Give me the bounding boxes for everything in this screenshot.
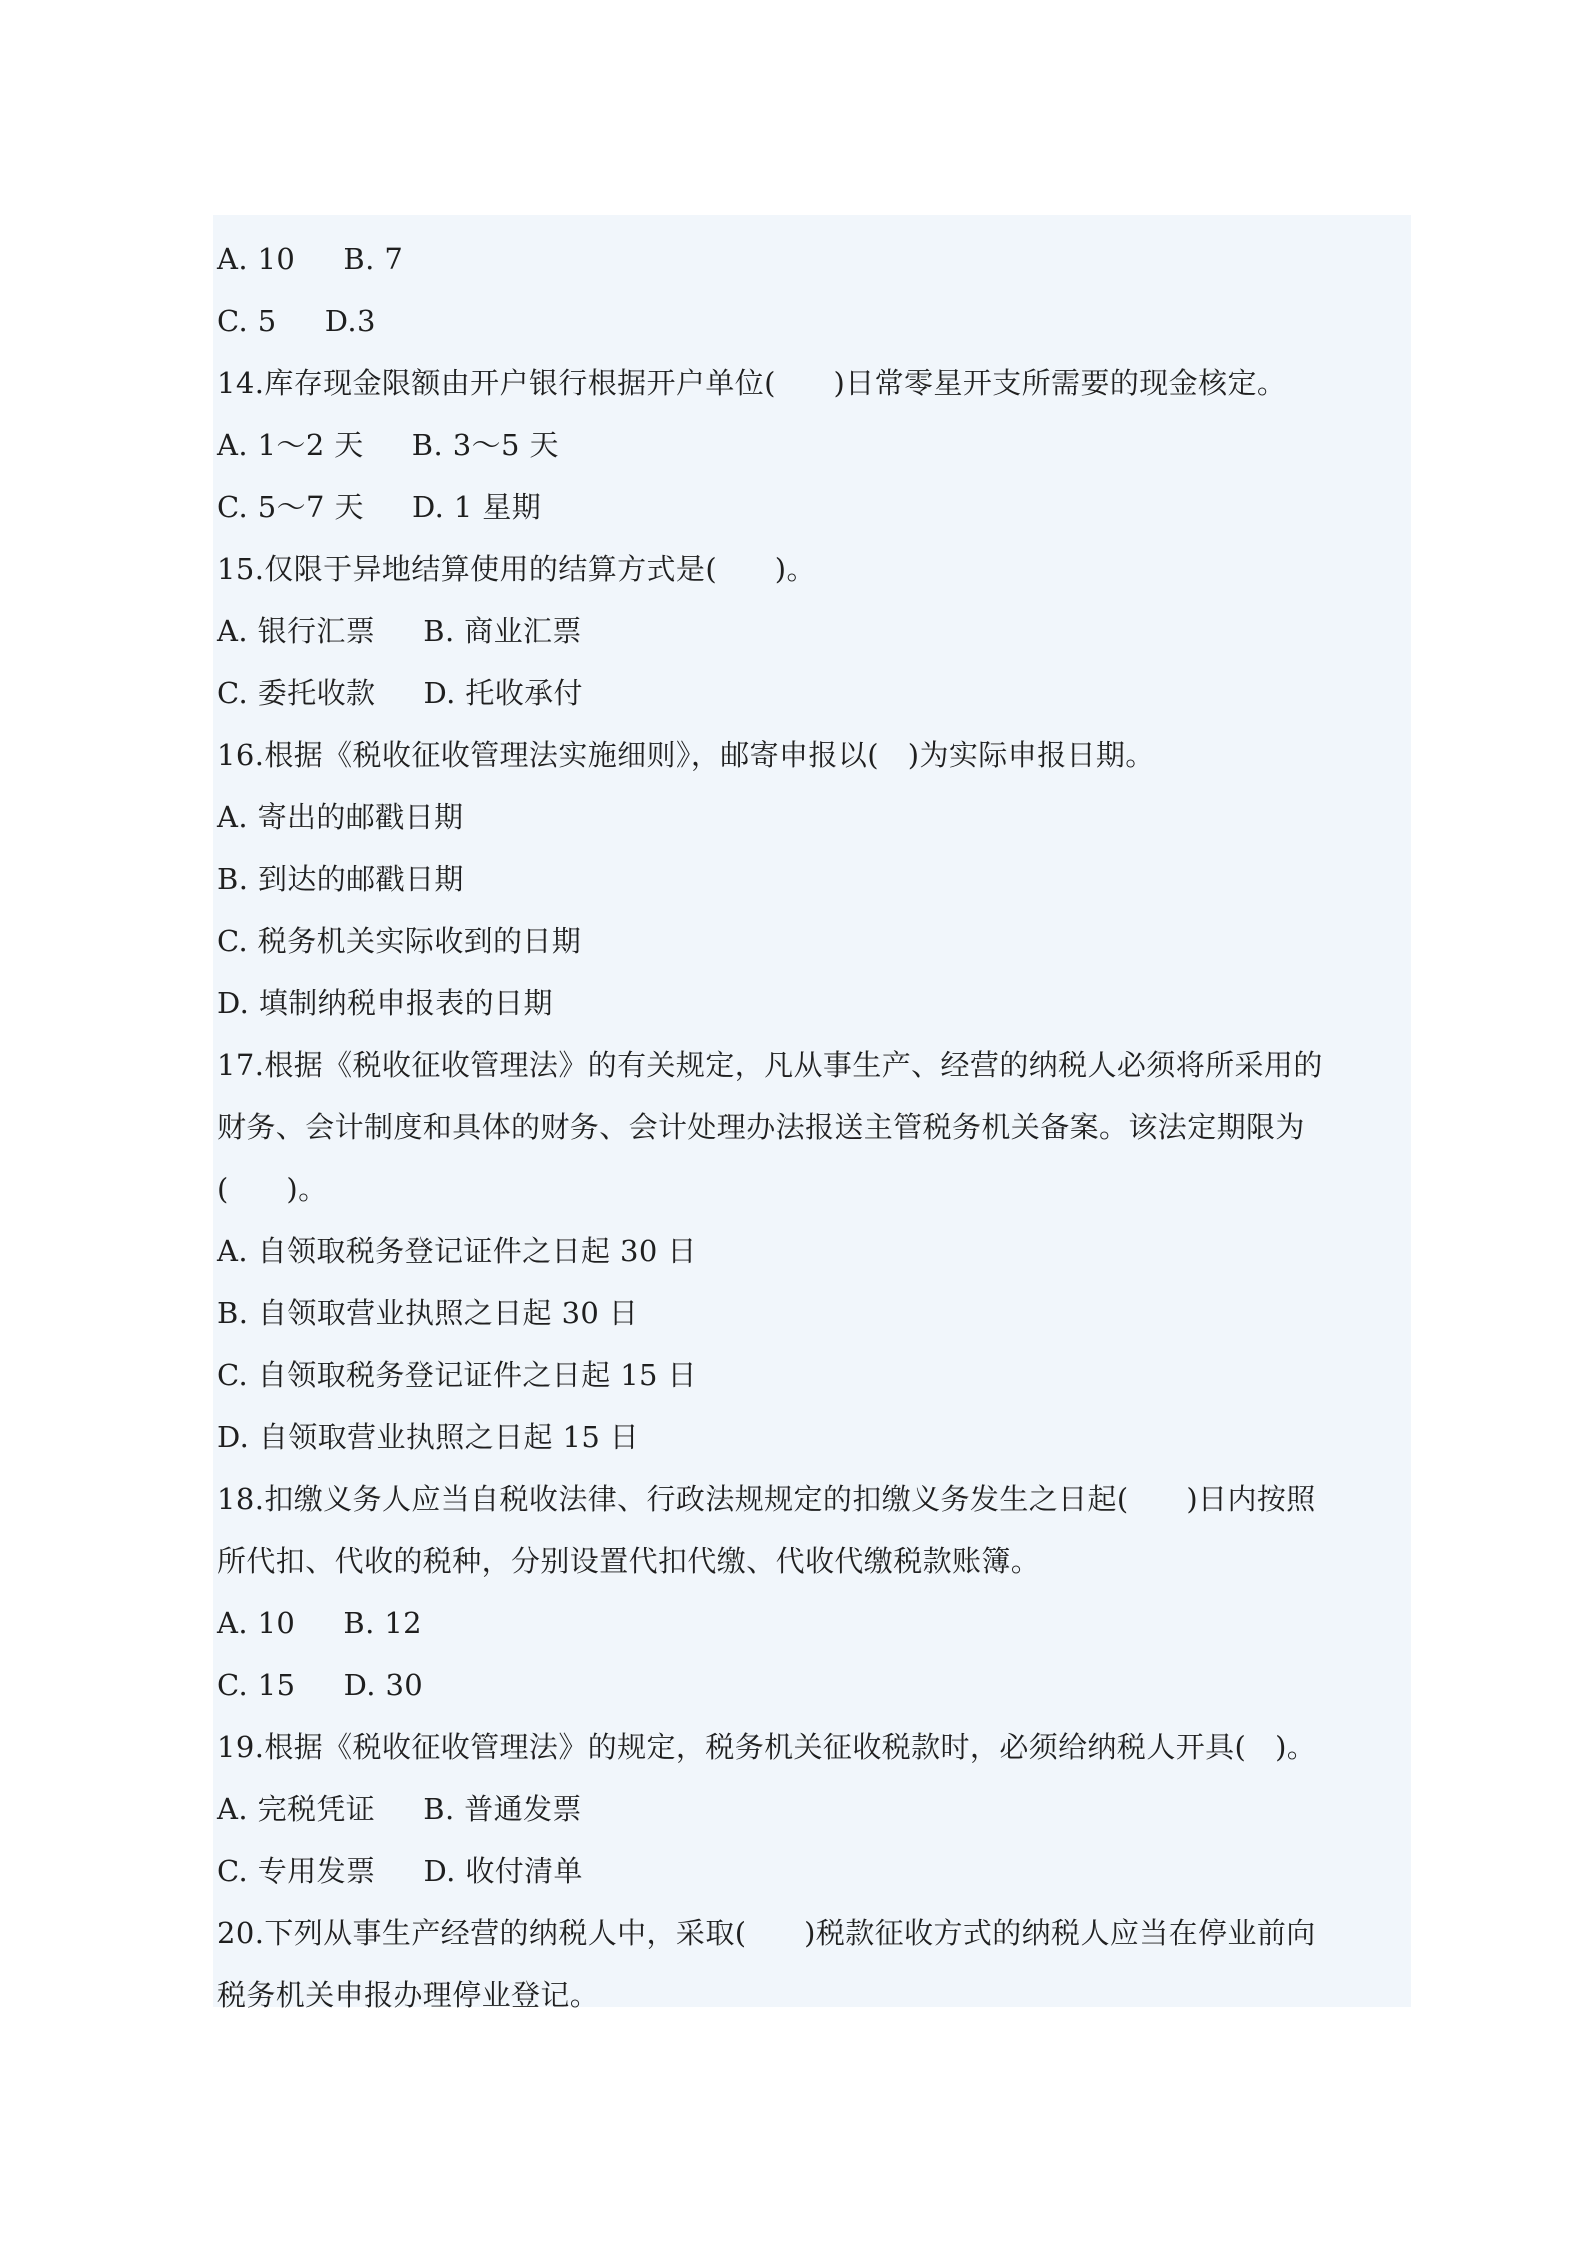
question-17-line-2: 财务、会计制度和具体的财务、会计处理办法报送主管税务机关备案。该法定期限为 [217, 1110, 1305, 1144]
question-14: 14.库存现金限额由开户银行根据开户单位( )日常零星开支所需要的现金核定。 [217, 366, 1287, 400]
question-16: 16.根据《税收征收管理法实施细则》，邮寄申报以( )为实际申报日期。 [217, 738, 1155, 772]
option-line-q13-cd: C. 5 D.3 [217, 304, 376, 338]
option-line-q14-cd: C. 5～7 天 D. 1 星期 [217, 490, 542, 524]
question-20-line-1: 20.下列从事生产经营的纳税人中，采取( )税款征收方式的纳税人应当在停业前向 [217, 1916, 1316, 1950]
option-line-q18-ab: A. 10 B. 12 [217, 1606, 423, 1640]
option-line-q19-ab: A. 完税凭证 B. 普通发票 [217, 1792, 582, 1826]
option-line-q19-cd: C. 专用发票 D. 收付清单 [217, 1854, 583, 1888]
question-19: 19.根据《税收征收管理法》的规定，税务机关征收税款时，必须给纳税人开具( )。 [217, 1730, 1317, 1764]
option-line-q15-cd: C. 委托收款 D. 托收承付 [217, 676, 583, 710]
option-q17-b: B. 自领取营业执照之日起 30 日 [217, 1296, 639, 1330]
option-q16-c: C. 税务机关实际收到的日期 [217, 924, 582, 958]
option-line-q18-cd: C. 15 D. 30 [217, 1668, 424, 1702]
document-body [213, 215, 1411, 2012]
question-20-line-2: 税务机关申报办理停业登记。 [217, 1978, 600, 2012]
option-q16-d: D. 填制纳税申报表的日期 [217, 986, 553, 1020]
question-15: 15.仅限于异地结算使用的结算方式是( )。 [217, 552, 816, 586]
question-18-line-2: 所代扣、代收的税种，分别设置代扣代缴、代收代缴税款账簿。 [217, 1544, 1041, 1578]
option-q17-d: D. 自领取营业执照之日起 15 日 [217, 1420, 640, 1454]
option-q16-b: B. 到达的邮戳日期 [217, 862, 464, 896]
question-18-line-1: 18.扣缴义务人应当自税收法律、行政法规规定的扣缴义务发生之日起( )日内按照 [217, 1482, 1316, 1516]
option-q16-a: A. 寄出的邮戳日期 [217, 800, 464, 834]
option-line-q15-ab: A. 银行汇票 B. 商业汇票 [217, 614, 582, 648]
option-line-q14-ab: A. 1～2 天 B. 3～5 天 [217, 428, 559, 462]
question-17-line-1: 17.根据《税收征收管理法》的有关规定，凡从事生产、经营的纳税人必须将所采用的 [217, 1048, 1323, 1082]
option-line-q13-ab: A. 10 B. 7 [217, 242, 404, 276]
question-17-line-3: ( )。 [217, 1172, 328, 1206]
option-q17-c: C. 自领取税务登记证件之日起 15 日 [217, 1358, 697, 1392]
option-q17-a: A. 自领取税务登记证件之日起 30 日 [217, 1234, 697, 1268]
